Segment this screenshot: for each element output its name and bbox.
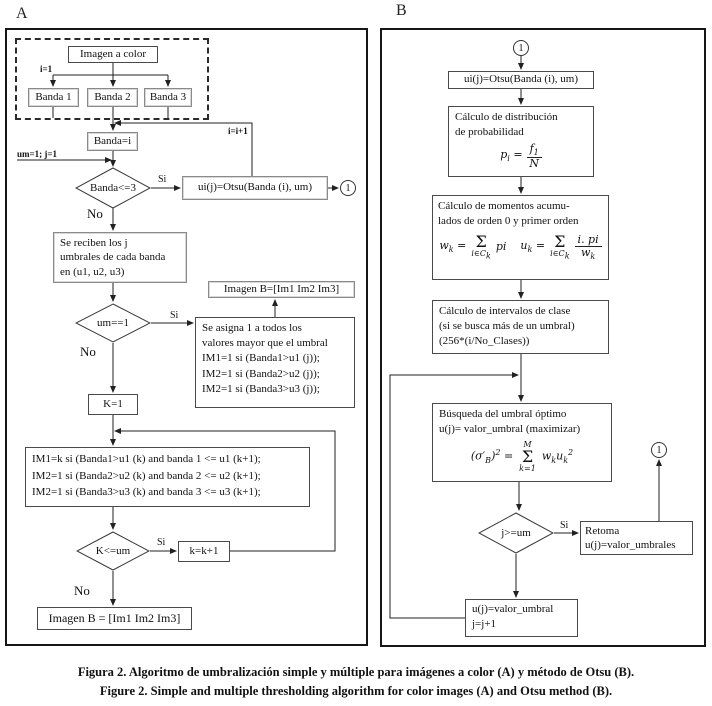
formula-pi: $p_i$ = $\frac{f_1}{N}$ — [455, 143, 587, 171]
node-asigna: Se asigna 1 a todos los valores mayor que el umbral IM1=1 si (Banda1>u1 (j)); IM2=1 si (Banda2>u2 (j)); IM2=1 si (Banda3>u3 (j)); — [195, 317, 355, 408]
node-multi-threshold-assign: IM1=k si (Banda1>u1 (k) and banda 1 <= u1 (k+1); IM2=1 si (Banda2>u2 (k) and banda 2 <= u2 (k+1); IM2=1 si (Banda3>u3 (k) and banda 3 <= u3 (k+1); — [25, 447, 310, 507]
node-valor-umbral: u(j)=valor_umbral j=j+1 — [465, 599, 578, 637]
formula-sigma: $(\sigma'_B)^2$ = M Σ k=1 $w_ku_k^2$ — [470, 439, 574, 474]
label-i-equals-1: i=1 — [40, 64, 53, 74]
label-si-b: Si — [560, 520, 569, 531]
node-recibe-umbrales: Se reciben los j umbrales de cada banda en (u1, u2, u3) — [53, 232, 187, 283]
node-imagen-a-color: Imagen a color — [68, 46, 158, 63]
node-banda-2: Banda 2 — [87, 88, 138, 107]
node-banda-3: Banda 3 — [144, 88, 192, 107]
decision-j-ge-um: j>=um — [478, 512, 554, 554]
node-k-equals-1: K=1 — [88, 394, 138, 415]
label-si-2: Si — [170, 310, 179, 321]
connector-circle-1a: 1 — [340, 180, 356, 196]
node-banda-equals-i: Banda=i — [87, 132, 138, 151]
caption-english: Figure 2. Simple and multiple thresholding algorithm for color images (A) and Otsu method (B). — [99, 683, 613, 698]
panel-b-label: B — [396, 2, 407, 19]
decision-k-le-um: K<=um — [76, 531, 150, 571]
node-busqueda: Búsqueda del umbral óptimo u(j)= valor_umbral (maximizar) $(\sigma'_B)^2$ = M Σ k=1 $w_ku_k^2$ — [432, 403, 612, 482]
node-banda-1: Banda 1 — [28, 88, 79, 107]
connector-circle-1c: 1 — [651, 442, 667, 458]
node-retoma: Retoma u(j)=valor_umbrales — [580, 521, 693, 555]
node-intervalos: Cálculo de intervalos de clase (si se busca más de un umbral) (256*(i/No_Clases)) — [432, 300, 609, 354]
label-no-3: No — [74, 583, 90, 598]
node-imagen-b-1: Imagen B=[Im1 Im2 Im3] — [208, 281, 355, 298]
decision-um-eq-1: um==1 — [75, 303, 151, 343]
decision-banda-le-3: Banda<=3 — [75, 167, 151, 209]
label-no-2: No — [80, 344, 96, 359]
node-momentos: Cálculo de momentos acumu- lados de orden 0 y primer orden $w_k$ = Σ $i\in C_k$ pi $u_k$ = Σ $i\in C_k$ $\frac{i. pi}{w_k}$ — [432, 195, 609, 280]
node-otsu-call-a: ui(j)=Otsu(Banda (i), um) — [182, 176, 328, 200]
figure-caption — [0, 663, 712, 701]
label-um1-j1: um=1; j=1 — [17, 149, 58, 159]
node-k-increment: k=k+1 — [178, 541, 230, 562]
node-otsu-call-b: ui(j)=Otsu(Banda (i), um) — [448, 71, 594, 89]
formula-momentos: $w_k$ = Σ $i\in C_k$ pi $u_k$ = Σ $i\in C_k$ $\frac{i. pi}{w_k}$ — [438, 234, 603, 262]
label-no-1: No — [87, 206, 103, 221]
label-si-1: Si — [158, 174, 167, 185]
node-distribucion: Cálculo de distribución de probabilidad $p_i$ = $\frac{f_1}{N}$ — [448, 106, 594, 177]
label-i-plus-1: i=i+1 — [228, 126, 248, 136]
label-si-3: Si — [157, 537, 166, 548]
node-imagen-b-2: Imagen B = [Im1 Im2 Im3] — [37, 607, 192, 630]
connector-circle-1b: 1 — [513, 40, 529, 56]
caption-spanish: Figura 2. Algoritmo de umbralización simple y múltiple para imágenes a color (A) y método de Otsu (B). — [77, 665, 635, 679]
panel-a-label: A — [16, 5, 28, 22]
